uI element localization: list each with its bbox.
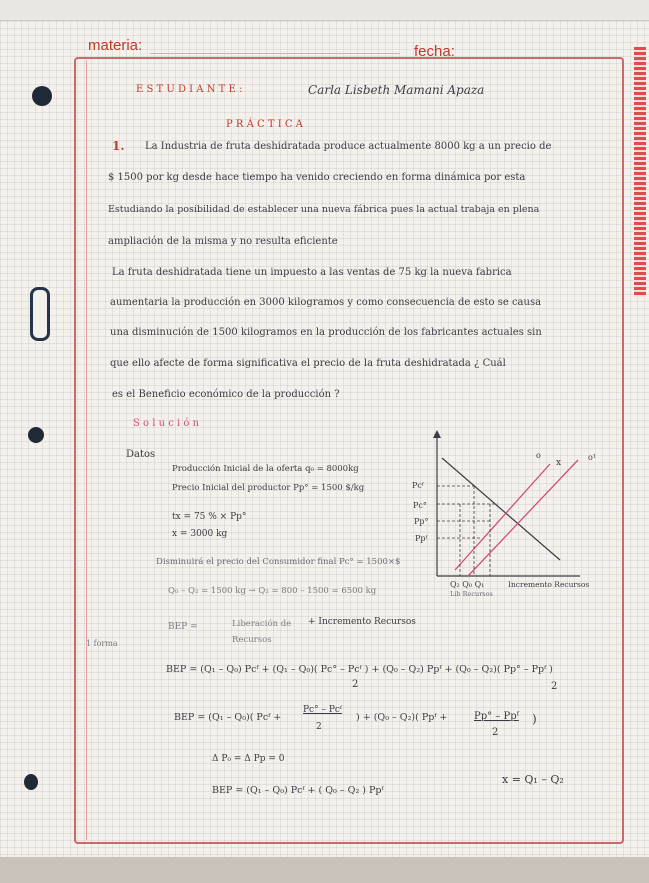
eq2-fraction-num: Pc° – Pcᶠ [303,705,342,715]
supply-curve-o1 [468,460,578,576]
q-equation: Q₀ – Q₂ = 1500 kg → Q₂ = 800 – 1500 = 6500 kg [168,586,377,596]
datos-label: Datos [126,449,156,460]
x-labels: Q₂ Q₀ Q₁ [450,580,485,589]
problem-line: es el Beneficio económico de la producción ? [112,389,340,400]
dato-item: Producción Inicial de la oferta q₀ = 8000kg [172,464,359,474]
delta-equation: Δ P₀ = Δ Pp = 0 [212,754,285,764]
problem-number: 1. [112,139,125,153]
practice-title: P R Á C T I C A [226,119,303,130]
dato-item: Precio Inicial del productor Pp° = 1500 $/kg [172,483,365,493]
bep-equation-3: BEP = (Q₁ – Q₀) Pcᶠ + ( Q₀ – Q₂ ) Ppᶠ [212,785,384,796]
margin-line [86,60,87,840]
materia-label: materia: [88,37,143,54]
eq1-denominator: 2 [551,681,558,692]
dato-item: x = 3000 kg [172,529,228,539]
bep-equation-2-mid: ) + (Q₀ – Q₂)( Ppᶠ + [356,712,448,723]
curve-label-o: o [536,451,541,460]
y-label-pc-0: Pc° [413,501,427,510]
bottom-edge [0,857,649,883]
student-label: E S T U D I A N T E : [136,84,243,95]
fecha-label: fecha: [414,43,455,60]
disminucion-note: Disminuirá el precio del Consumidor final Pc° = 1500×$ [156,557,401,567]
bep-equation-2: BEP = (Q₁ – Q₀)( Pcᶠ + [174,712,282,723]
problem-line: ampliación de la misma y no resulta eficiente [108,236,338,247]
curve-label-x: x [556,458,562,468]
eq2-fraction2-num: Pp° – Ppᶠ [474,711,519,722]
eq2-fraction-den: 2 [316,722,322,732]
page-edge-stripe [634,47,646,297]
binder-hole [32,86,52,106]
binder-slot [30,287,50,341]
bep-equation-2-end: ) [532,712,537,726]
forma-label: 1 forma [86,639,118,648]
problem-line: aumentaria la producción en 3000 kilogramos y como consecuencia de esto se causa [110,297,542,308]
top-edge [0,0,649,21]
eq1-denominator: 2 [352,679,359,690]
problem-line: que ello afecte de forma significativa el precio de la fruta deshidratada ¿ Cuál [110,358,506,369]
problem-line: $ 1500 por kg desde hace tiempo ha venido creciendo en forma dinámica por esta [108,172,526,183]
y-label-pc-f: Pcᶠ [412,481,424,490]
supply-demand-graph [410,428,610,598]
eq2-fraction2-den: 2 [492,727,499,738]
problem-line: Estudiando la posibilidad de establecer una nueva fábrica pues la actual trabaja en plena [108,204,540,215]
bep-incremento: + Incremento Recursos [308,617,416,627]
y-axis-arrow [433,430,441,438]
solution-heading: S o l u c i ó n [133,418,200,429]
supply-curve-o [455,464,550,570]
problem-line: una disminución de 1500 kilogramos en la producción de los fabricantes actuales sin [110,327,542,338]
binder-hole [24,774,38,790]
dato-item: tx = 75 % × Pp° [172,512,247,522]
problem-line: La Industria de fruta deshidratada produce actualmente 8000 kg a un precio de [145,141,552,152]
problem-line: La fruta deshidratada tiene un impuesto a las ventas de 75 kg la nueva fabrica [112,267,512,278]
bep-equation-1: BEP = (Q₁ – Q₀) Pcᶠ + (Q₁ – Q₀)( Pc° – Pcᶠ ) + (Q₀ – Q₂) Ppᶠ + (Q₀ – Q₂)( Pp° – Ppᶠ ) [166,664,553,675]
bep-liberacion: Liberación de Recursos [232,619,292,645]
student-name: Carla Lisbeth Mamani Apaza [308,83,485,97]
header-line [150,53,400,54]
curve-label-o1: o¹ [588,453,597,462]
liberacion-label: Lib Recursos [450,590,493,598]
y-label-pp-0: Pp° [414,517,429,526]
incremento-label: Incremento Recursos [508,580,590,589]
x-equation: x = Q₁ – Q₂ [502,773,564,786]
y-label-pp-f: Ppᶠ [415,534,428,543]
binder-hole [28,427,44,443]
bep-label: BEP = [168,622,198,632]
